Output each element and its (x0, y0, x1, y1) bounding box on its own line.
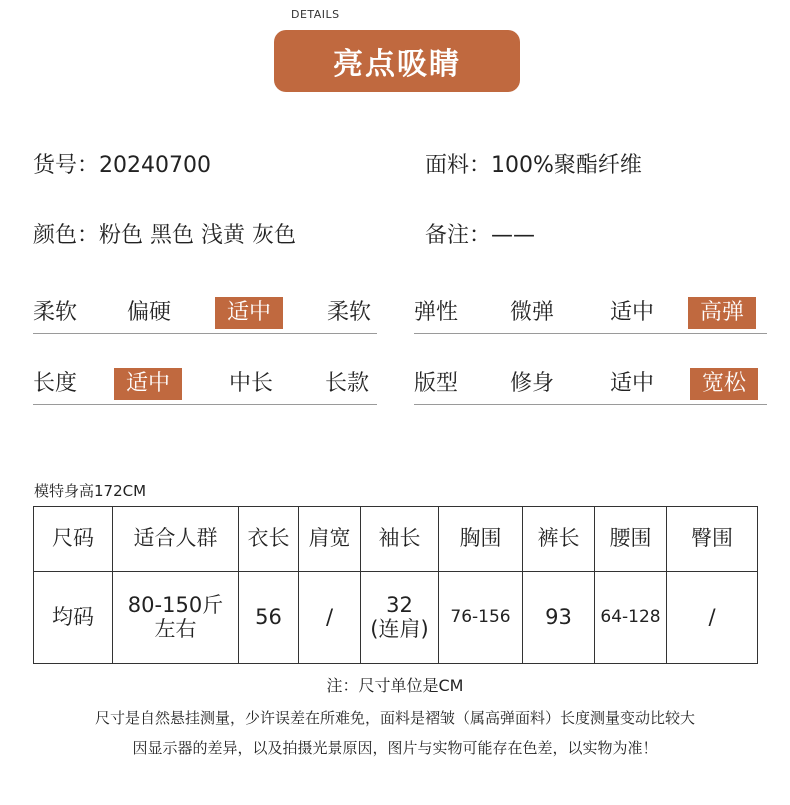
item-number: 货号：20240700 (33, 153, 211, 178)
option-regular: 适中 (610, 371, 655, 396)
section-title-badge: 亮点吸睛 (274, 30, 520, 92)
option-high-stretch-selected: 高弹 (688, 297, 756, 329)
header-cell: 适合人群 (113, 507, 239, 572)
attribute-row-fit (414, 368, 767, 405)
data-cell: / (299, 572, 361, 664)
remark: 备注：—— (425, 223, 536, 248)
data-cell: 均码 (34, 572, 113, 664)
attribute-row-softness (33, 297, 377, 334)
option-mid-length: 中长 (229, 371, 274, 396)
data-cell: 93 (523, 572, 595, 664)
header-cell: 胸围 (439, 507, 523, 572)
color-options: 颜色：粉色 黑色 浅黄 灰色 (33, 223, 296, 248)
data-cell: 76-156 (439, 572, 523, 664)
size-chart-data-row (34, 572, 758, 664)
details-eyebrow: DETAILS (291, 8, 340, 21)
header-cell: 腰围 (595, 507, 667, 572)
option-firm: 偏硬 (127, 300, 172, 325)
data-cell: 80-150斤 左右 (113, 572, 239, 664)
header-cell: 袖长 (361, 507, 439, 572)
data-cell: 32 (连肩) (361, 572, 439, 664)
option-soft: 柔软 (327, 300, 372, 325)
header-cell: 裤长 (523, 507, 595, 572)
attribute-row-length (33, 368, 377, 405)
size-chart (33, 506, 758, 664)
attribute-label: 版型 (414, 371, 459, 396)
option-loose-selected: 宽松 (690, 368, 758, 400)
footnote-measurement: 尺寸是自然悬挂测量，少许误差在所难免，面料是褶皱（属高弹面料）长度测量变动比较大 (94, 709, 695, 727)
footnote-color-disclaimer: 因显示器的差异，以及拍摄光景原因，图片与实物可能存在色差，以实物为准！ (132, 739, 658, 757)
header-cell: 肩宽 (299, 507, 361, 572)
model-height-note: 模特身高172CM (34, 482, 147, 500)
attribute-label: 柔软 (33, 300, 78, 325)
header-cell: 衣长 (239, 507, 299, 572)
attribute-row-elasticity (414, 297, 767, 334)
size-chart-header-row (34, 507, 758, 572)
data-cell: 64-128 (595, 572, 667, 664)
unit-note: 注：尺寸单位是CM (326, 676, 464, 695)
data-cell: / (667, 572, 758, 664)
option-regular-selected: 适中 (114, 368, 182, 400)
option-medium: 适中 (610, 300, 655, 325)
fabric-info: 面料：100%聚酯纤维 (425, 153, 642, 178)
option-medium-selected: 适中 (215, 297, 283, 329)
option-slight-stretch: 微弹 (510, 300, 555, 325)
attribute-label: 弹性 (414, 300, 459, 325)
data-cell: 56 (239, 572, 299, 664)
header-cell: 臀围 (667, 507, 758, 572)
option-slim: 修身 (510, 371, 555, 396)
attribute-label: 长度 (33, 371, 78, 396)
header-cell: 尺码 (34, 507, 113, 572)
option-long: 长款 (325, 371, 370, 396)
